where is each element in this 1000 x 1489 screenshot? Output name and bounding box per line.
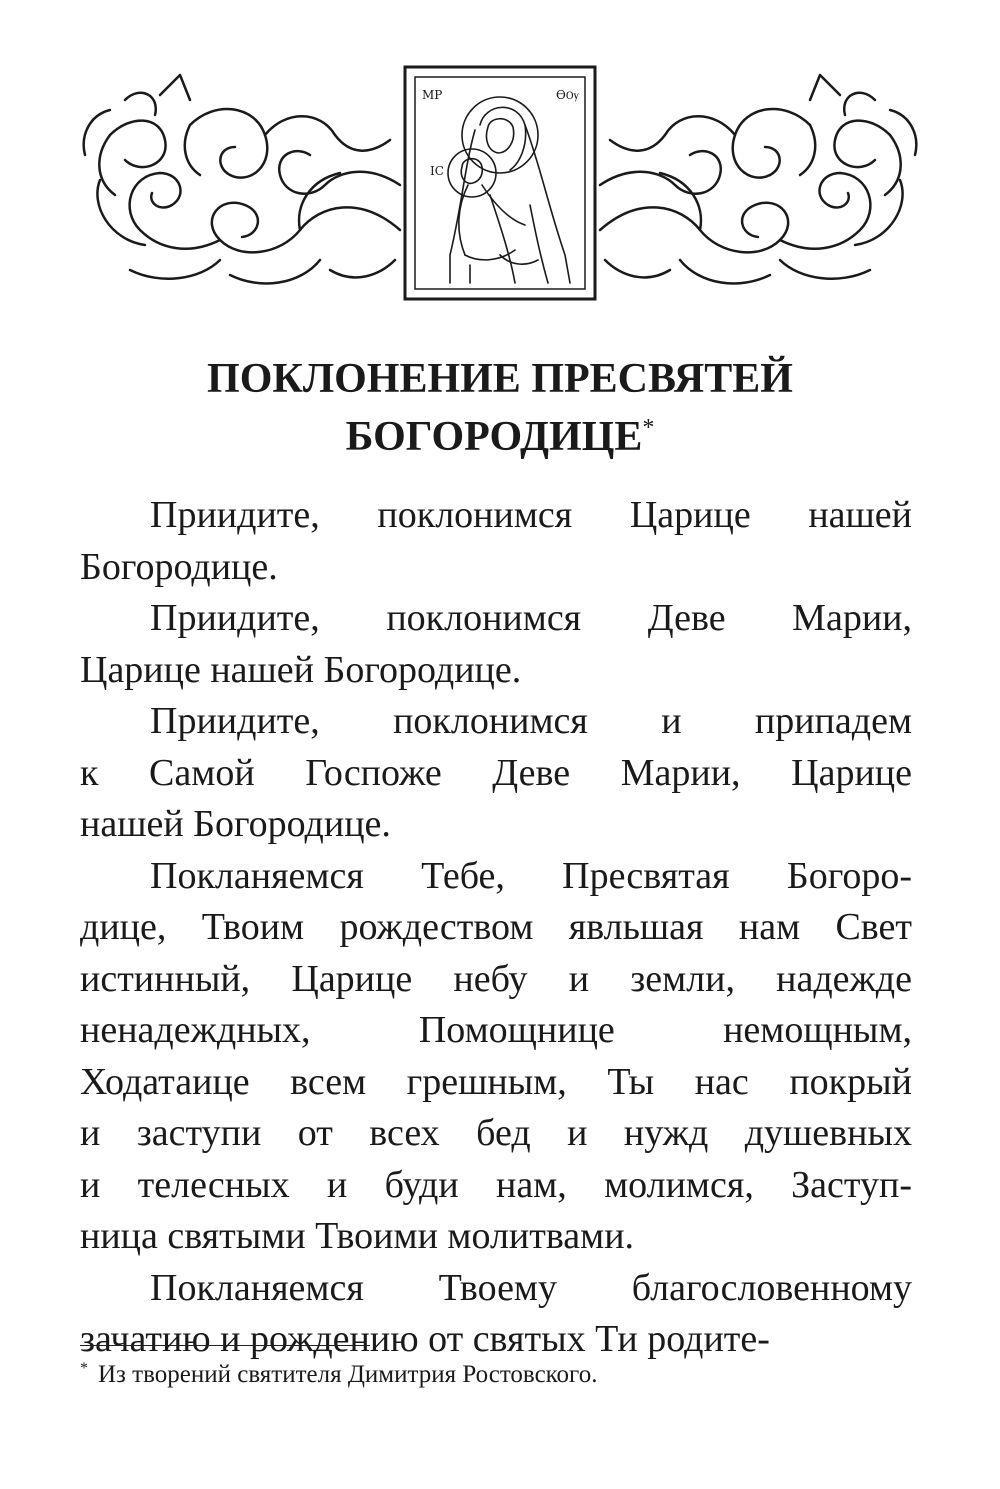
icon-inscription-mr: МР <box>422 88 443 102</box>
title-line-1: ПОКЛОНЕНИЕ ПРЕСВЯТЕЙ <box>207 356 793 402</box>
paragraph-line: Приидите, поклонимся и припадем <box>150 700 912 742</box>
icon-inscription-thu: ѲѸ <box>556 88 579 102</box>
floral-ornament <box>70 55 930 305</box>
footnote-divider <box>80 1345 370 1346</box>
footnote-text: Из творений святителя Димитрия Ростовского. <box>98 1361 598 1388</box>
paragraph-line: Приидите, поклонимся Царице нашей <box>150 494 912 536</box>
title-line-2 <box>80 408 920 466</box>
paragraph-line: ница святыми Твоими молитвами. <box>80 1215 635 1257</box>
paragraph <box>80 593 912 696</box>
footnote-mark: * <box>80 1359 88 1377</box>
paragraph-line: к Самой Госпоже Деве Марии, Царице <box>80 751 912 794</box>
page-title <box>80 350 920 466</box>
paragraph-line: Покланяемся Твоему благословенному <box>150 1266 912 1309</box>
title-footnote-mark: * <box>642 415 655 441</box>
paragraph <box>80 851 912 1263</box>
paragraph <box>80 1263 912 1366</box>
footnote <box>80 1360 920 1390</box>
paragraph-line: нашей Богородице. <box>80 803 391 845</box>
paragraph-line: истинный, Царице небу и земли, надежде <box>80 957 912 1000</box>
paragraph-line: Приидите, поклонимся Деве Марии, <box>150 597 912 639</box>
icon-inscription-ic: ІС <box>430 164 444 178</box>
paragraph-line: зачатию и рождению от святых Ти родите- <box>80 1318 770 1360</box>
paragraph-line: и заступи от всех бед и нужд душевных <box>80 1112 912 1154</box>
paragraph-line: и телесных и буди нам, молимся, Заступ- <box>80 1163 912 1206</box>
paragraph-line: Богородице. <box>80 545 278 588</box>
paragraph <box>80 490 912 593</box>
paragraph-line: Ходатаице всем грешным, Ты нас покрый <box>80 1060 912 1103</box>
paragraph-line: Царице нашей Богородице. <box>80 648 522 691</box>
title-line-2-text: БОГОРОДИЦЕ <box>345 414 643 460</box>
paragraph-line: дице, Твоим рождеством явльшая нам Свет <box>80 906 912 948</box>
paragraph <box>80 696 912 851</box>
theotokos-icon <box>405 67 595 299</box>
paragraph-line: ненадеждных, Помощнице немощным, <box>80 1009 912 1051</box>
paragraph-line: Покланяемся Тебе, Пресвятая Богоро- <box>150 854 912 897</box>
prayer-text <box>80 490 912 1366</box>
